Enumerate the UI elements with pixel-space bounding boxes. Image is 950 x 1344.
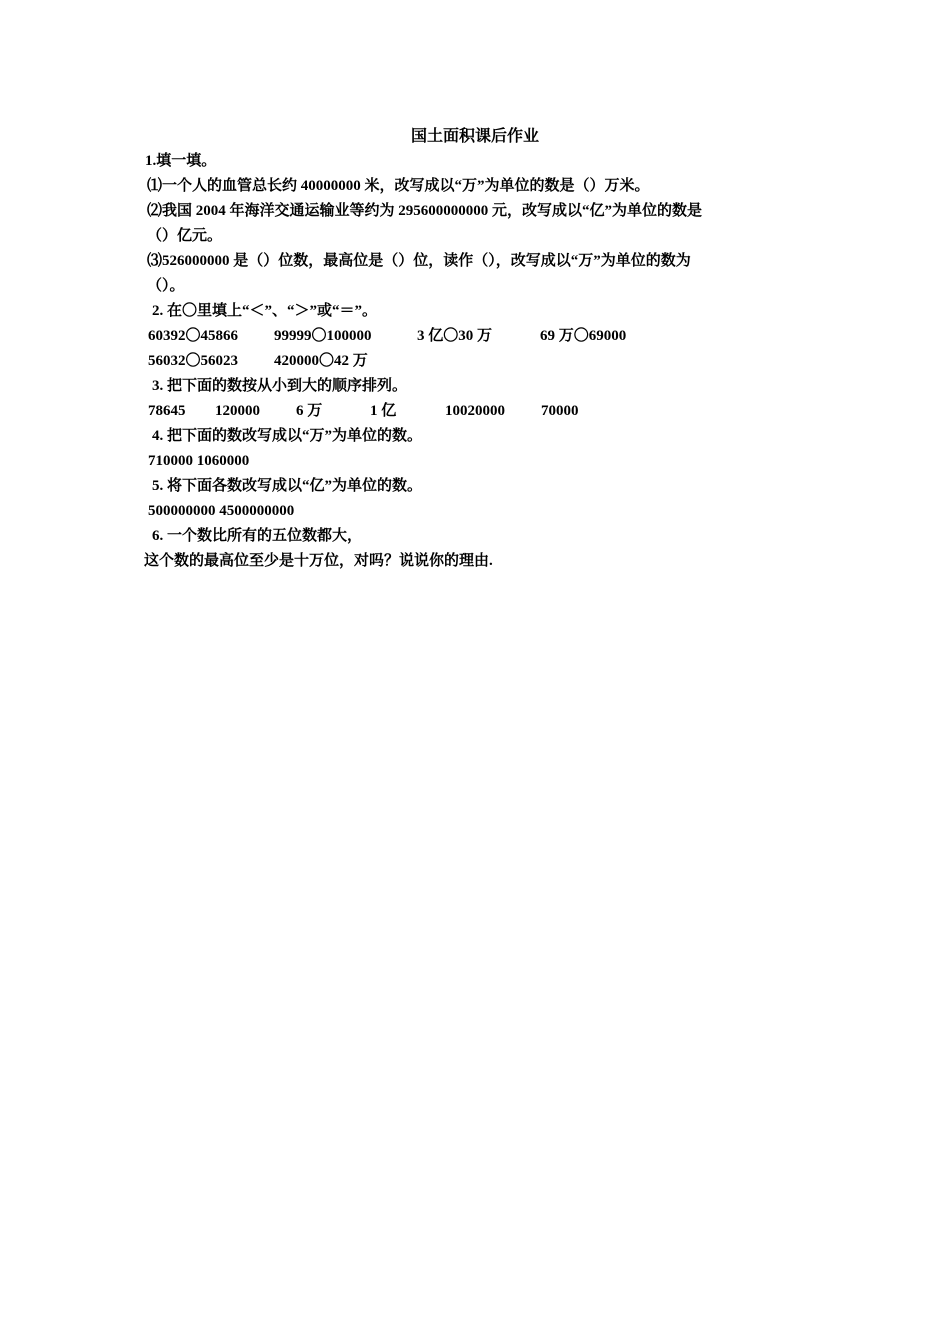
q1-heading: 1.填一填。 <box>145 153 217 169</box>
q1-item1: ⑴一个人的血管总长约 40000000 米，改写成以“万”为单位的数是（）万米。 <box>147 178 650 194</box>
q3-number: 120000 <box>215 403 260 419</box>
q4-heading: 4. 把下面的数改写成以“万”为单位的数。 <box>152 428 423 444</box>
q2-compare: 69 万〇69000 <box>540 328 627 344</box>
q2-compare: 99999〇100000 <box>274 328 372 344</box>
q1-item3-line2: （）。 <box>147 278 185 294</box>
q3-number: 10020000 <box>445 403 505 419</box>
q2-heading: 2. 在〇里填上“＜”、“＞”或“＝”。 <box>152 303 378 319</box>
q3-heading: 3. 把下面的数按从小到大的顺序排列。 <box>152 378 408 394</box>
q2-compare: 3 亿〇30 万 <box>417 328 493 344</box>
q2-compare: 420000〇42 万 <box>274 353 368 369</box>
q2-compare: 60392〇45866 <box>148 328 239 344</box>
q3-number: 70000 <box>541 403 579 419</box>
q5-heading: 5. 将下面各数改写成以“亿”为单位的数。 <box>152 478 423 494</box>
q5-numbers: 500000000 4500000000 <box>148 503 295 519</box>
q3-number: 6 万 <box>296 403 323 419</box>
q1-item2-line1: ⑵我国 2004 年海洋交通运输业等约为 295600000000 元，改写成以“亿”为单位的数是 <box>147 203 703 219</box>
page-title: 国土面积课后作业 <box>410 128 539 145</box>
q4-numbers: 710000 1060000 <box>148 453 250 469</box>
q3-number: 78645 <box>148 403 186 419</box>
q3-number: 1 亿 <box>370 403 397 419</box>
q6-question: 这个数的最高位至少是十万位，对吗？说说你的理由. <box>144 553 493 569</box>
q1-item3-line1: ⑶526000000 是（）位数，最高位是（）位，读作（），改写成以“万”为单位的数为 <box>147 253 691 269</box>
q1-item2-line2: （）亿元。 <box>147 228 223 244</box>
q6-heading: 6. 一个数比所有的五位数都大， <box>152 528 363 544</box>
q2-compare: 56032〇56023 <box>148 353 239 369</box>
